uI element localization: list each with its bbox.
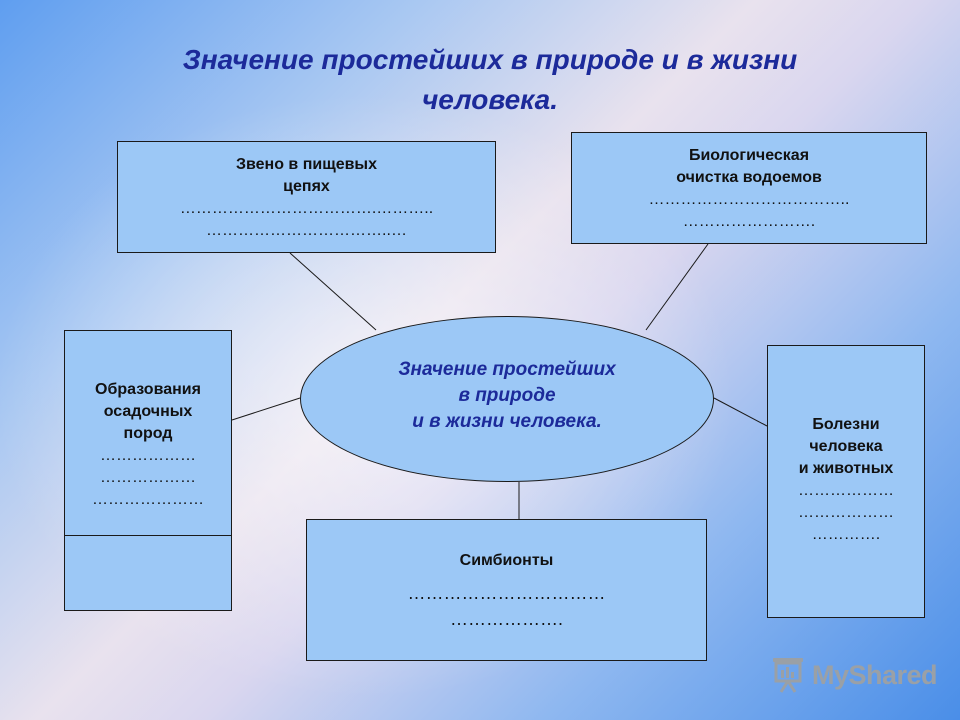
watermark-logo [770, 655, 937, 695]
page-title-line-1: Значение простейших в природе и в жизни [182, 44, 798, 75]
node-bio-cleaning-dots-2: ……………………. [682, 213, 816, 230]
node-sediment-dots-2: ……………… [100, 469, 196, 486]
node-food-chain [117, 141, 496, 253]
node-diseases-dots-1: ……………… [798, 482, 894, 499]
node-bio-cleaning [571, 132, 927, 244]
node-food-chain-dots-1: ……………………………….……….. [179, 200, 434, 217]
node-bio-cleaning-label-2: очистка водоемов [676, 169, 822, 186]
node-symbionts [306, 519, 707, 661]
center-node-line-3: и в жизни человека. [412, 411, 602, 432]
node-sediment-label-2: осадочных [103, 403, 193, 420]
projector-screen-icon [770, 656, 806, 694]
node-symbionts-dots-1: …………………………… [407, 583, 606, 603]
node-sediment-label-3: пород [123, 425, 173, 442]
node-symbionts-label: Симбионты [459, 552, 554, 569]
node-food-chain-label-1: Звено в пищевых [235, 156, 377, 173]
node-diseases-label-3: и животных [798, 460, 894, 477]
connector-bio-cleaning [646, 244, 708, 330]
node-food-chain-label-2: цепях [283, 178, 330, 195]
node-diseases [767, 345, 925, 618]
center-node [300, 316, 714, 482]
node-bio-cleaning-dots-1: ……………………………….. [648, 191, 850, 208]
node-sediment-divider [65, 535, 231, 536]
connector-food-chain [290, 253, 376, 330]
watermark-text: MyShared [812, 659, 938, 690]
node-symbionts-dots-2: ………………. [449, 609, 563, 629]
connector-diseases [714, 398, 767, 426]
page-title [100, 40, 880, 120]
connector-sediment [232, 398, 300, 420]
node-diseases-label-1: Болезни [812, 416, 880, 433]
node-diseases-label-2: человека [809, 438, 883, 455]
page-title-line-2: человека. [421, 84, 559, 115]
node-diseases-dots-2: ……………… [798, 504, 894, 521]
node-diseases-dots-3: …………. [811, 526, 881, 543]
node-sediment-dots-1: ……………… [100, 447, 196, 464]
node-sediment-label-1: Образования [95, 381, 201, 398]
node-bio-cleaning-label-1: Биологическая [688, 147, 810, 164]
center-node-line-1: Значение простейших [398, 359, 616, 380]
center-node-line-2: в природе [458, 385, 556, 406]
node-sediment [64, 330, 232, 611]
node-sediment-dots-3: ………………… [92, 491, 204, 508]
node-food-chain-dots-2: ……………………………..… [206, 222, 407, 239]
